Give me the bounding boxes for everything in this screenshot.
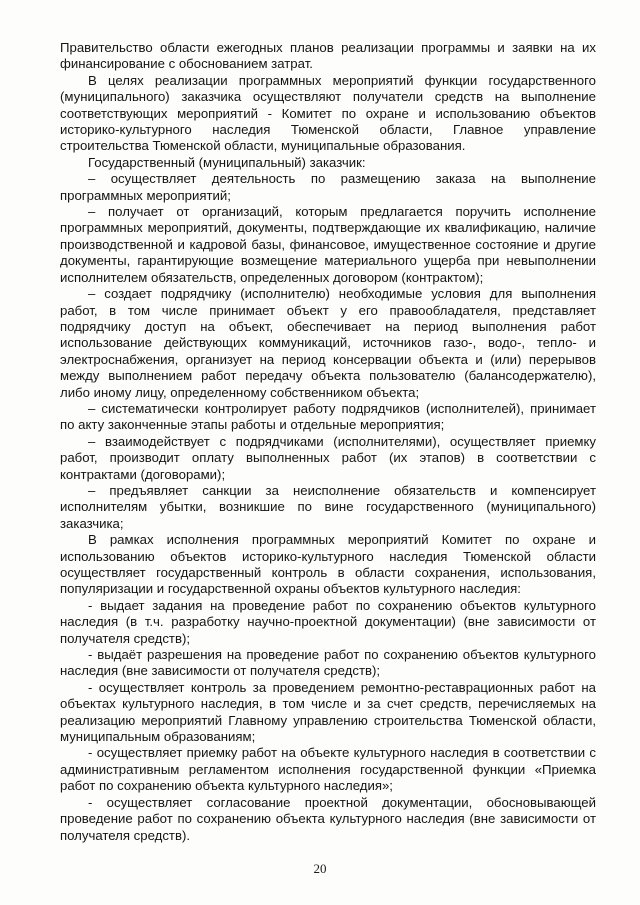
list-item: – систематически контролирует работу подрядчиков (исполнителей), принимает по акту законченные этапы работы и отдельные мероприятия; [60,400,596,433]
list-item: – получает от организаций, которым предлагается поручить исполнение программных мероприятий, документы, подтверждающие их квалификацию, наличие производственной и кадровой базы, финансовое, имущественное состояние и другие документы, гарантирующие возмещение материального ущерба при невыполнении исполнителем обязательств, определенных договором (контрактом); [60,204,596,285]
paragraph: В рамках исполнения программных мероприятий Комитет по охране и использованию объектов историко-культурного наследия Тюменской области осуществляет государственный контроль в области сохранения, использования, популяризации и государственной охраны объектов культурного наследия: [60,532,596,597]
page-number: 20 [313,861,327,876]
list-item: - выдаёт разрешения на проведение работ по сохранению объектов культурного наследия (вне зависимости от получателя средств); [60,647,596,679]
list-item: - выдает задания на проведение работ по сохранению объектов культурного наследия (в т.ч. разработку научно-проектной документации) (вне зависимости от получателя средств); [60,597,596,646]
list-item: – создает подрядчику (исполнителю) необходимые условия для выполнения работ, в том числе принимает объект у его правообладателя, представляет подрядчику доступ на объект, обеспечивает на период выполнения работ использование действующих коммуникаций, источников газо-, водо-, тепло- и электроснабжения, организует на период консервации объекта и (или) перерывов между выполнением работ передачу объекта пользователю (балансодержателю), либо иному лицу, определенному собственником объекта; [60,286,596,400]
list-item: – предъявляет санкции за неисполнение обязательств и компенсирует исполнителям убытки, возникшие по вине государственного (муниципального) заказчика; [60,482,596,531]
paragraph: В целях реализации программных мероприятий функции государственного (муниципального) заказчика осуществляют получатели средств на выполнение соответствующих мероприятий - Комитет по охране и использованию объектов историко-культурного наследия Тюменской области, Главное управление строительства Тюменской области, муниципальные образования. [60,72,596,154]
list-item: - осуществляет согласование проектной документации, обосновывающей проведение работ по сохранению объекта культурного наследия (вне зависимости от получателя средств). [60,794,596,843]
document-body [60,40,596,844]
paragraph: Государственный (муниципальный) заказчик: [88,154,366,170]
list-item: - осуществляет контроль за проведением ремонтно-реставрационных работ на объектах культурного наследия, в том числе и за счет средств, перечисляемых на реализацию мероприятий Главному управлению строительства Тюменской области, муниципальным образованиям; [60,679,596,745]
paragraph: Правительство области ежегодных планов реализации программы и заявки на их финансирование с обоснованием затрат. [60,40,596,72]
list-item: – осуществляет деятельность по размещению заказа на выполнение программных мероприятий; [60,171,596,203]
list-item: – взаимодействует с подрядчиками (исполнителями), осуществляет приемку работ, производит оплату выполненных работ (их этапов) в соответствии с контрактами (договорами); [60,433,596,482]
list-item: - осуществляет приемку работ на объекте культурного наследия в соответствии с административным регламентом исполнения государственной функции «Приемка работ по сохранению объекта культурного наследия»; [60,745,596,794]
